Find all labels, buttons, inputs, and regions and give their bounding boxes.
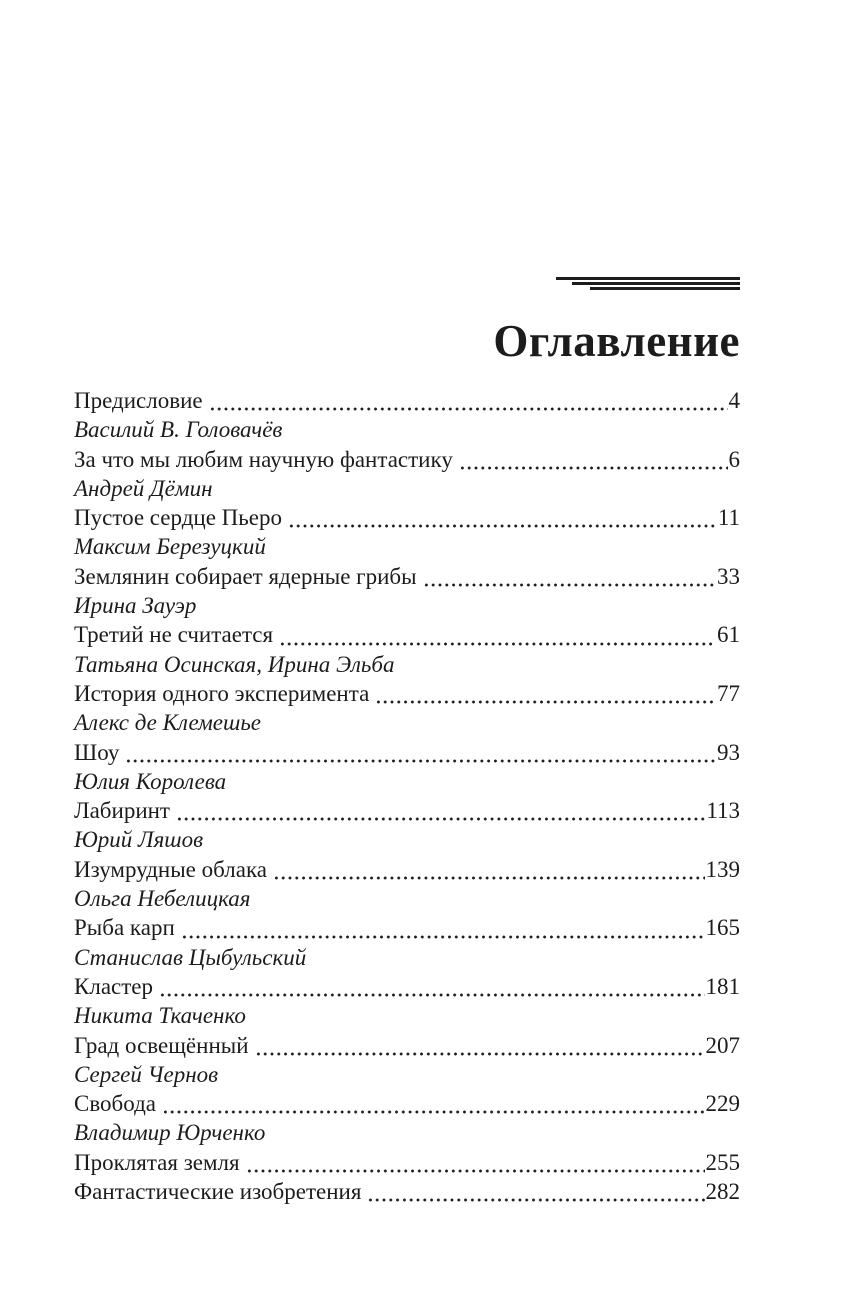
dot-leader xyxy=(421,562,716,591)
toc-page-number: 207 xyxy=(705,1032,740,1058)
toc-entry xyxy=(74,1031,740,1060)
toc-entry-title: Изумрудные облака xyxy=(74,856,267,882)
toc-entry-title: Третий не считается xyxy=(74,622,274,648)
toc-author: Владимир Юрченко xyxy=(74,1120,266,1146)
toc-page-number: 77 xyxy=(717,680,740,706)
toc-entry-title: Фантастические изобретения xyxy=(74,1179,362,1205)
toc-entry xyxy=(74,855,740,884)
toc-author: Сергей Чернов xyxy=(74,1061,219,1087)
rule-line xyxy=(556,277,740,280)
toc-author: Ирина Зауэр xyxy=(74,593,197,619)
toc-page-number: 255 xyxy=(705,1149,740,1175)
toc-author: Алекс де Клемешье xyxy=(74,710,262,736)
toc-author: Никита Ткаченко xyxy=(74,1003,246,1029)
toc-entry-title: Рыба карп xyxy=(74,915,175,941)
dot-leader xyxy=(207,386,728,415)
toc-entry-title: Свобода xyxy=(74,1091,156,1117)
toc-entry xyxy=(74,972,740,1001)
toc-entry xyxy=(74,445,740,474)
toc-entry-title: Пустое сердце Пьеро xyxy=(74,505,282,531)
toc-page-number: 282 xyxy=(705,1179,740,1205)
toc-author: Ольга Небелицкая xyxy=(74,886,251,912)
toc-entry-title: Град освещённый xyxy=(74,1032,249,1058)
toc-author: Станислав Цыбульский xyxy=(74,944,307,970)
dot-leader xyxy=(244,1148,705,1177)
dot-leader xyxy=(271,855,705,884)
toc-entry xyxy=(74,1089,740,1118)
toc-page-number: 61 xyxy=(717,622,740,648)
rule-line xyxy=(590,287,740,290)
toc-author: Андрей Дёмин xyxy=(74,475,213,501)
dot-leader xyxy=(365,1177,704,1206)
dot-leader xyxy=(160,1089,705,1118)
toc-page-number: 11 xyxy=(717,505,740,531)
toc-entry-title: Шоу xyxy=(74,739,120,765)
toc-entry-title: Лабиринт xyxy=(74,798,170,824)
dot-leader xyxy=(457,445,728,474)
rule-line xyxy=(572,282,740,285)
toc-page-number: 181 xyxy=(705,973,740,999)
ornament-triple-rule xyxy=(556,277,740,292)
toc-entry xyxy=(74,679,740,708)
dot-leader xyxy=(157,972,705,1001)
toc-entry-title: Кластер xyxy=(74,973,153,999)
toc-entry xyxy=(74,913,740,942)
toc-page-number: 33 xyxy=(717,563,740,589)
toc-page-number: 139 xyxy=(705,856,740,882)
toc-entry xyxy=(74,620,740,649)
toc-entry xyxy=(74,738,740,767)
dot-leader xyxy=(373,679,716,708)
toc-entry xyxy=(74,796,740,825)
page-title: Оглавление xyxy=(493,316,740,366)
toc-entry-title: Землянин собирает ядерные грибы xyxy=(74,563,417,589)
toc-entry-title: За что мы любим научную фантастику xyxy=(74,446,453,472)
toc-entry-title: Предисловие xyxy=(74,388,203,413)
toc-entry xyxy=(74,503,740,532)
toc-author: Максим Березуцкий xyxy=(74,534,266,560)
toc-author: Юрий Ляшов xyxy=(74,827,204,853)
toc-author: Татьяна Осинская, Ирина Эльба xyxy=(74,651,395,677)
toc-author: Василий В. Головачёв xyxy=(74,417,283,443)
dot-leader xyxy=(179,913,705,942)
toc-entry-title: Проклятая земля xyxy=(74,1149,240,1175)
toc-entry xyxy=(74,1177,740,1206)
toc-page-number: 6 xyxy=(728,446,740,472)
toc-page-number: 93 xyxy=(717,739,740,765)
toc-author: Юлия Королева xyxy=(74,768,227,794)
toc-page-number: 165 xyxy=(705,915,740,941)
toc-entry xyxy=(74,386,740,415)
toc-entry xyxy=(74,562,740,591)
toc-entry-title: История одного эксперимента xyxy=(74,680,370,706)
toc-page-number: 113 xyxy=(706,798,740,824)
toc-page-number: 229 xyxy=(705,1091,740,1117)
toc-page-number: 4 xyxy=(728,388,740,413)
dot-leader xyxy=(277,620,716,649)
dot-leader xyxy=(123,738,716,767)
dot-leader xyxy=(286,503,717,532)
dot-leader xyxy=(174,796,705,825)
toc-list xyxy=(74,386,740,1206)
toc-entry xyxy=(74,1148,740,1177)
dot-leader xyxy=(253,1031,705,1060)
